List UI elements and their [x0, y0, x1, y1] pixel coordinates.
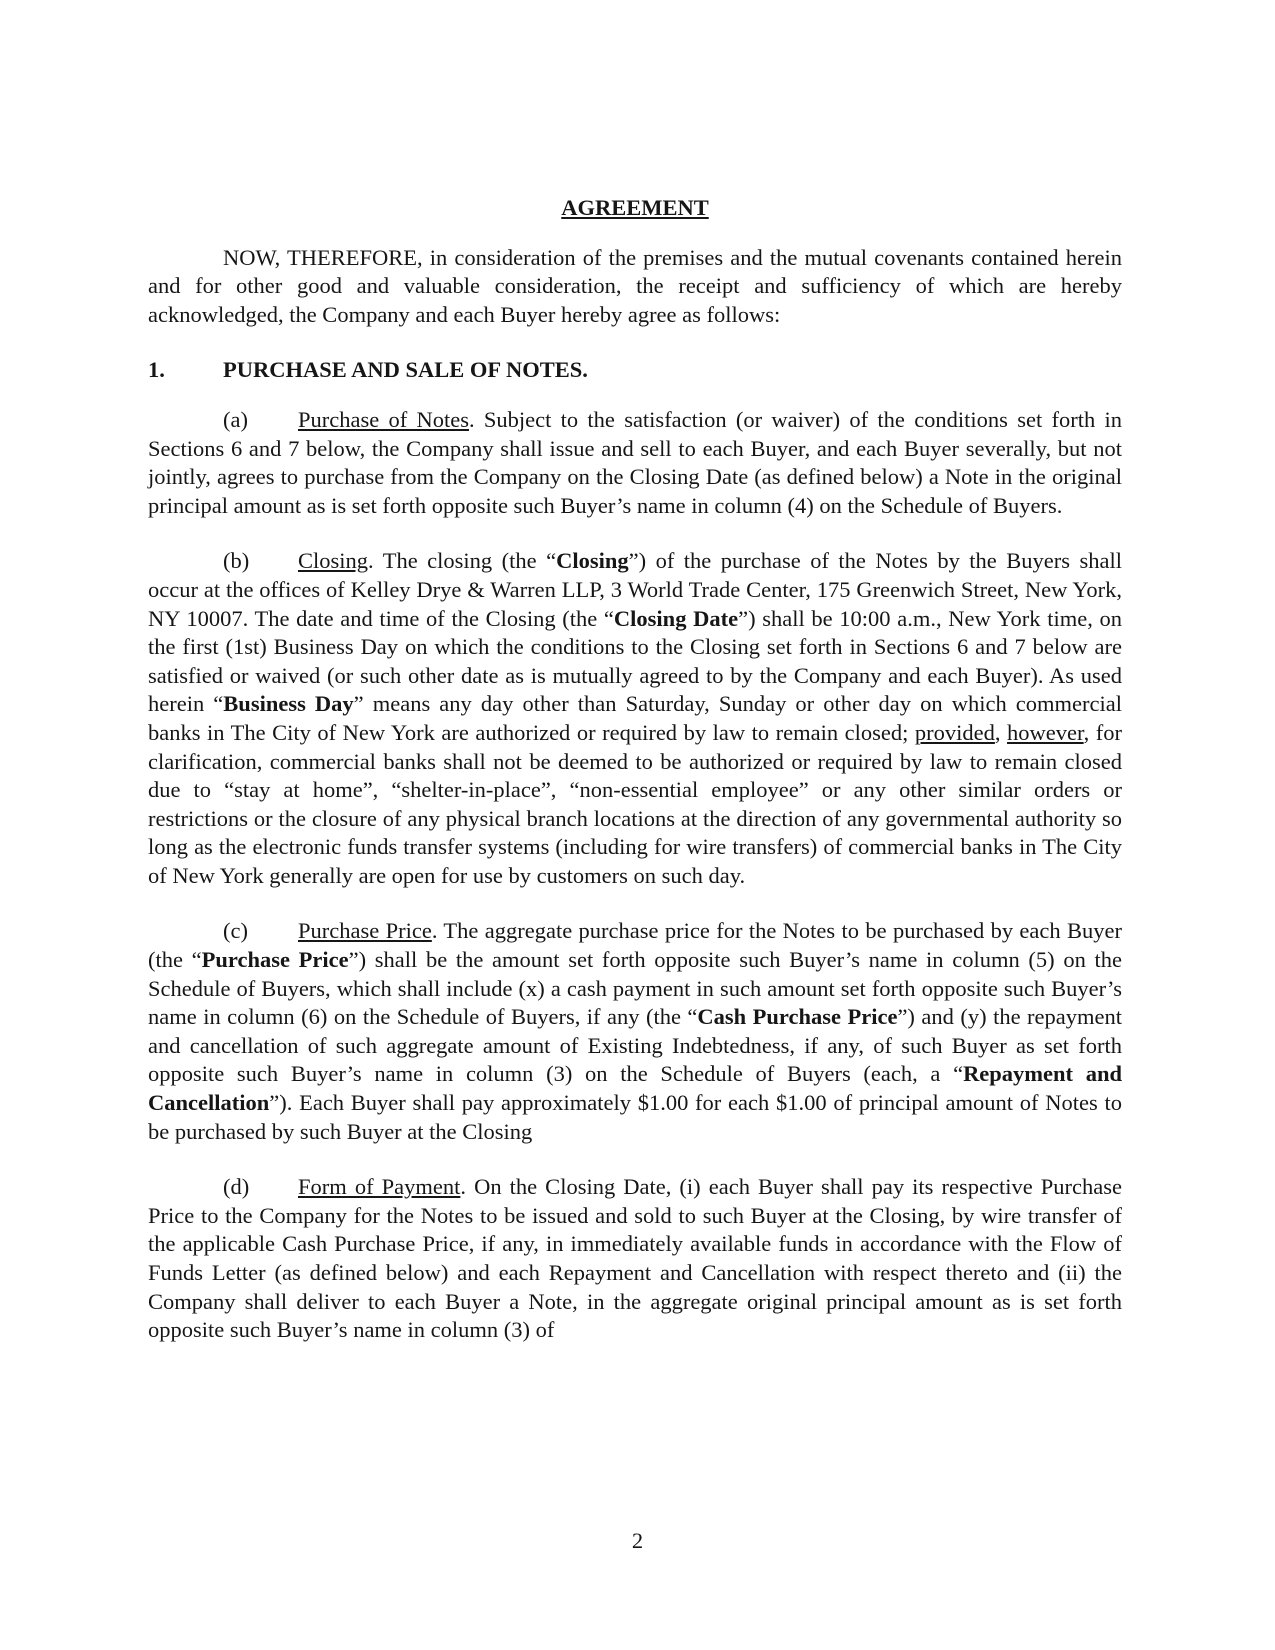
section-number: 1.	[148, 357, 165, 383]
section-heading	[148, 356, 1122, 385]
page-number: 2	[631, 1528, 644, 1553]
paragraph-a	[148, 406, 1122, 520]
defined-term-business-day: Business Day	[223, 691, 354, 717]
paragraph-c-text: ”). Each Buyer shall pay approximately $1.00 for each $1.00 of principal amount of Notes to be purchased by such Buyer at the Closing	[148, 1090, 1122, 1144]
paragraph-d	[148, 1173, 1122, 1345]
paragraph-c-text: ”) and (y) the repayment and cancellation of such aggregate amount of Existing Indebtedness, if any, of such Buyer as set forth opposite such Buyer’s name in column (3) on the Schedule of Buyers (each, a “	[148, 1004, 1122, 1087]
intro-paragraph: NOW, THEREFORE, in consideration of the premises and the mutual covenants contained herein and for other good and valuable consideration, the receipt and sufficiency of which are hereby acknowledged, the Company and each Buyer hereby agree as follows:	[148, 244, 1122, 327]
paragraph-c-text: ”) shall be the amount set forth opposite such Buyer’s name in column (5) on the Schedule of Buyers, which shall include (x) a cash payment in such amount set forth opposite such Buyer’s name in column (6) on the Schedule of Buyers, if any (the “	[148, 947, 1122, 1030]
paragraph-b	[148, 547, 1122, 890]
paragraph-c-heading: Purchase Price	[298, 918, 432, 944]
paragraph-c-text: . The aggregate purchase price for the Notes to be purchased by each Buyer (the “	[148, 918, 1122, 973]
defined-term-closing-date: Closing Date	[613, 605, 739, 631]
defined-term-repayment-and-cancellation: Repayment and Cancellation	[148, 1061, 1123, 1116]
document-title: AGREEMENT	[561, 195, 709, 220]
paragraph-d-text: . On the Closing Date, (i) each Buyer shall pay its respective Purchase Price to the Company for the Notes to be issued and sold to such Buyer at the Closing, by wire transfer of the applicable Cash Purchase Price, if any, in immediately available funds in accordance with the Flow of Funds Letter (as defined below) and each Repayment and Cancellation with respect thereto and (ii) the Company shall deliver to each Buyer a Note, in the aggregate original principal amount as is set forth opposite such Buyer’s name in column (3) of	[148, 1174, 1122, 1343]
paragraph-a-text: . Subject to the satisfaction (or waiver) of the conditions set forth in Sections 6 and 7 below, the Company shall issue and sell to each Buyer, and each Buyer severally, but not jointly, agrees to purchase from the Company on the Closing Date (as defined below) a Note in the original principal amount as is set forth opposite such Buyer’s name in column (4) on the Schedule of Buyers.	[148, 406, 1122, 518]
paragraph-b-text: ”) of the purchase of the Notes by the Buyers shall occur at the offices of Kelley Drye & Warren LLP, 3 World Trade Center, 175 Greenwich Street, New York, NY 10007. The date and time of the Closing (the “	[148, 548, 1122, 631]
paragraph-b-text: . The closing (the “	[368, 548, 557, 574]
paragraph-b-label: (b)	[223, 548, 250, 574]
defined-term-purchase-price: Purchase Price	[201, 947, 349, 973]
provided-term: provided	[914, 719, 995, 745]
paragraph-a-label: (a)	[223, 406, 248, 432]
defined-term-cash-purchase-price: Cash Purchase Price	[697, 1004, 898, 1030]
paragraph-b-text: , for clarification, commercial banks shall not be deemed to be authorized or required by law to remain closed due to “stay at home”, “shelter-in-place”, “non-essential employee” or any other similar orders or restrictions or the closure of any physical branch locations at the direction of any governmental authority so long as the electronic funds transfer systems (including for wire transfers) of commercial banks in The City of New York generally are open for use by customers on such day.	[148, 719, 1122, 888]
however-term: however	[1007, 719, 1084, 745]
paragraph-b-text: ”) shall be 10:00 a.m., New York time, on the first (1st) Business Day on which the conditions to the Closing set forth in Sections 6 and 7 below are satisfied or waived (or such other date as is mutually agreed to by the Company and each Buyer). As used herein “	[148, 605, 1122, 717]
section-title: PURCHASE AND SALE OF NOTES.	[223, 357, 588, 383]
defined-term-closing: Closing	[556, 548, 629, 574]
paragraph-b-text: ” means any day other than Saturday, Sunday or other day on which commercial banks in The City of New York are authorized or required by law to remain closed;	[148, 691, 1122, 745]
paragraph-c-label: (c)	[223, 918, 248, 944]
paragraph-c	[148, 917, 1122, 1146]
paragraph-d-label: (d)	[223, 1174, 250, 1200]
page-content	[148, 194, 1122, 1345]
paragraph-b-heading: Closing	[298, 548, 369, 574]
paragraph-d-heading: Form of Payment	[298, 1174, 461, 1200]
paragraph-a-heading: Purchase of Notes	[298, 406, 469, 432]
paragraph-b-text: ,	[994, 719, 1008, 745]
